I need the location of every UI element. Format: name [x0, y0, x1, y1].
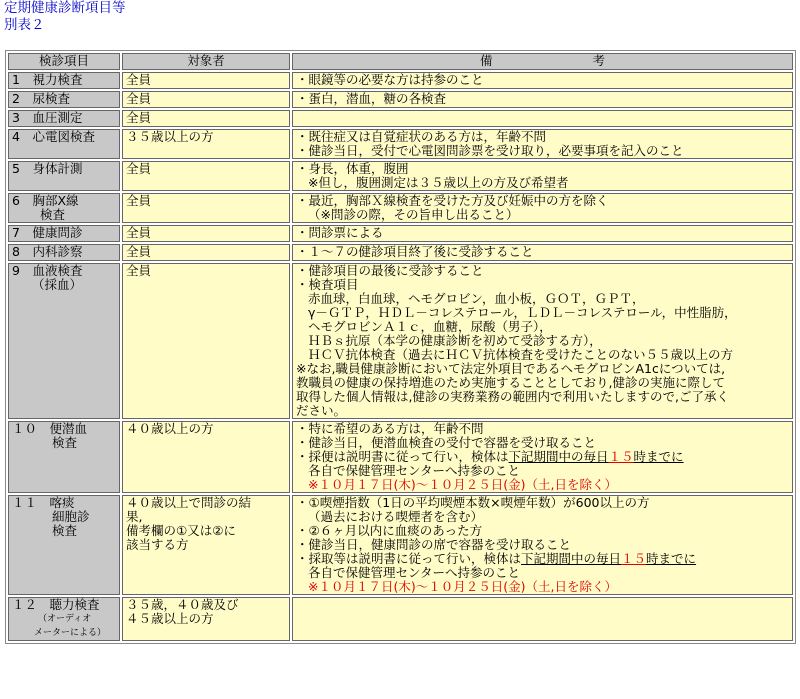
table-row [8, 495, 793, 595]
table-row [8, 263, 793, 419]
row-target: ４０歳以上の方 [122, 421, 290, 493]
row-target: ３５歳以上の方 [122, 129, 290, 159]
row-notes: ・問診票による [292, 225, 793, 242]
row-notes: ・特に希望のある方は，年齢不問 ・健診当日，便潜血検査の受付で容器を受け取ること ・採便は説明書に従って行い，検体は下記期間中の毎日１５時までに 各自で保健管理センターへ持参のこと ※１０月１７日(木)～１０月２５日(金)（土,日を除く） [292, 421, 793, 493]
table-header-row [8, 53, 793, 70]
row-notes: ・既往症又は自覚症状のある方は，年齢不問 ・健診当日，受付で心電図問診票を受け取り，必要事項を記入のこと [292, 129, 793, 159]
row-notes [292, 110, 793, 127]
row-notes: ・最近，胸部Ｘ線検査を受けた方及び妊娠中の方を除く （※問診の際，その旨申し出ること） [292, 193, 793, 223]
row-target: ４０歳以上で問診の結 果, 備考欄の①又は②に 該当する方 [122, 495, 290, 595]
table-row [8, 129, 793, 159]
row-notes [292, 597, 793, 641]
table-row [8, 161, 793, 191]
table-row [8, 597, 793, 641]
header-notes-a: 備 [479, 53, 493, 68]
row-target: 全員 [122, 110, 290, 127]
checkup-items-table [5, 50, 796, 644]
row-target: 全員 [122, 225, 290, 242]
table-row [8, 91, 793, 108]
header-notes [292, 53, 793, 70]
page-header [0, 0, 800, 34]
table-row [8, 110, 793, 127]
row-notes: ・健診項目の最後に受診すること ・検査項目 赤血球，白血球，ヘモグロビン，血小板，ＧＯＴ，ＧＰＴ， γ－ＧＴＰ，ＨＤＬ－コレステロール，ＬＤＬ－コレステロール，中性脂肪， ヘモグロビンＡ１ｃ，血糖，尿酸（男子）， ＨＢｓ抗原（本学の健康診断を初めて受診する方）， ＨＣＶ抗体検査（過去にＨＣＶ抗体検査を受けたことのない５５歳以上の方 ※なお,職員健康診断において法定外項目であるヘモグロビンA1cについては, 教職員の健康の保持増進のため実施することとしており,健診の実施に際して 取得した個人情報は,健診の実務業務の範囲内で利用いたしますので,ご了承く ださい。 [292, 263, 793, 419]
header-notes-b: 考 [592, 53, 606, 68]
row-notes: ・蛋白，潜血，糖の各検査 [292, 91, 793, 108]
row-item: 7 健康問診 [8, 225, 120, 242]
row-item: 4 心電図検査 [8, 129, 120, 159]
row-item: 8 内科診察 [8, 244, 120, 261]
row-item: 1 視力検査 [8, 72, 120, 89]
table-row [8, 244, 793, 261]
row-item: １２ 聴力検査 （オーディオ メーターによる） [8, 597, 120, 641]
row-notes: ・①喫煙指数（1日の平均喫煙本数×喫煙年数）が600以上の方 （過去における喫煙者を含む） ・②６ヶ月以内に血痰のあった方 ・健診当日，健康問診の席で容器を受け取ること ・採取等は説明書に従って行い，検体は下記期間中の毎日１５時までに 各自で保健管理センターへ持参のこと ※１０月１７日(木)～１０月２５日(金)（土,日を除く） [292, 495, 793, 595]
row-item: １１ 喀痰 細胞診 検査 [8, 495, 120, 595]
row-item: １０ 便潜血 検査 [8, 421, 120, 493]
row-target: ３５歳，４０歳及び ４５歳以上の方 [122, 597, 290, 641]
page-subtitle: 別表２ [4, 17, 45, 33]
table-row [8, 225, 793, 242]
row-target: 全員 [122, 161, 290, 191]
row-item: 9 血液検査 （採血） [8, 263, 120, 419]
row-target: 全員 [122, 244, 290, 261]
header-item: 検診項目 [8, 53, 120, 70]
table-row [8, 421, 793, 493]
row-notes: ・身長，体重，腹囲 ※但し，腹囲測定は３５歳以上の方及び希望者 [292, 161, 793, 191]
row-notes: ・１～７の健診項目終了後に受診すること [292, 244, 793, 261]
row-target: 全員 [122, 193, 290, 223]
row-item: 6 胸部X線 検査 [8, 193, 120, 223]
row-target: 全員 [122, 263, 290, 419]
row-notes: ・眼鏡等の必要な方は持参のこと [292, 72, 793, 89]
row-target: 全員 [122, 91, 290, 108]
row-item: 3 血圧測定 [8, 110, 120, 127]
table-row [8, 72, 793, 89]
row-target: 全員 [122, 72, 290, 89]
header-target: 対象者 [122, 53, 290, 70]
row-item: 5 身体計測 [8, 161, 120, 191]
page-title: 定期健康診断項目等 [4, 0, 126, 16]
row-item: 2 尿検査 [8, 91, 120, 108]
table-row [8, 193, 793, 223]
